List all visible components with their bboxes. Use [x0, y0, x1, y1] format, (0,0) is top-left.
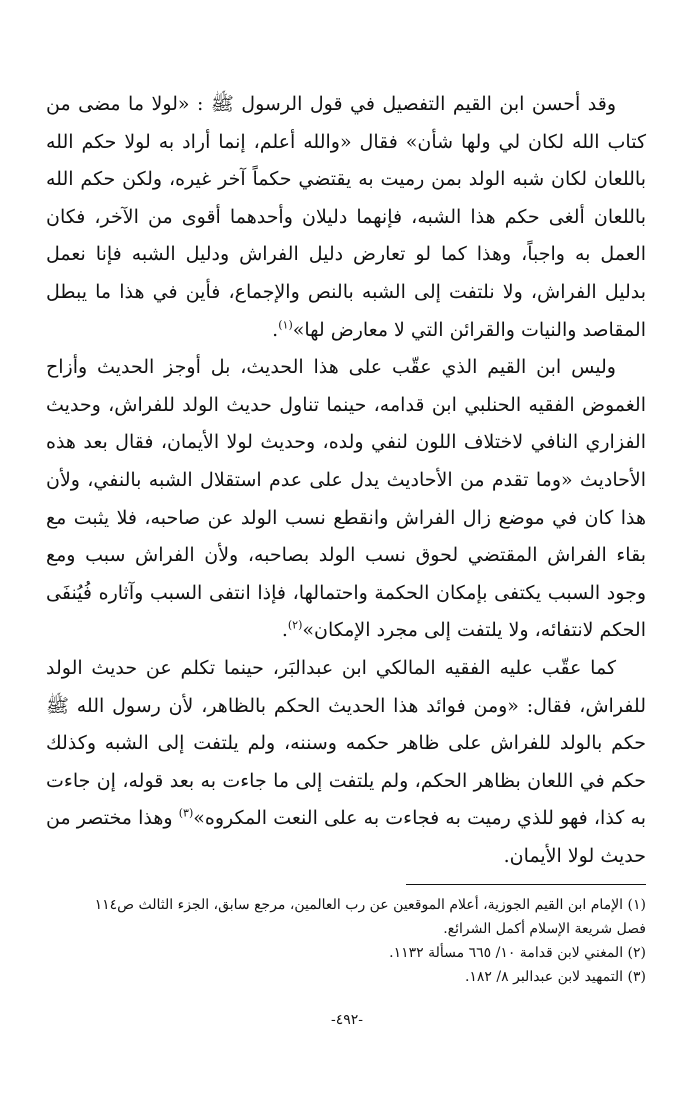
footnote-1: (١) الإمام ابن القيم الجوزية، أعلام الموقعين عن رب العالمين، مرجع سابق، الجزء الثالث ص١١٤ [94, 897, 646, 913]
footnote-marker-2[interactable]: (٢) [287, 618, 303, 632]
footnote-3: (٣) التمهيد لابن عبدالبر ٨/ ١٨٢. [464, 969, 646, 985]
paragraph-2-text: وليس ابن القيم الذي عقّب على هذا الحديث، بل أوجز الحديث وأزاح الغموض الفقيه الحنلبي ابن قدامه، حينما تناول حديث الولد للفراش، وحديث الفزاري النافي لاختلاف اللون لنفي ولده، وحديث لولا الأيمان، فقال بعد هذه الأحاديث «وما تقدم من الأحاديث يدل على عدم استقلال الشبه بالنفي، ولأن هذا كان في موضع زال الفراش وانقطع نسب الولد عن صاحبه، فلا يثبت مع بقاء الفراش المقتضي لحوق نسب الولد بصاحبه، ولأن الفراش سبب ومع وجود السبب يكتفى بإمكان الحكمة واحتمالها، فإذا انتفى السبب وآثاره فُيُنفَى الحكم لانتفائه، ولا يلتفت إلى مجرد الإمكان» [46, 356, 646, 642]
paragraph-2: وليس ابن القيم الذي عقّب على هذا الحديث، بل أوجز الحديث وأزاح الغموض الفقيه الحنلبي ابن قدامه، حينما تناول حديث الولد للفراش، وحديث الفزاري النافي لاختلاف اللون لنفي ولده، وحديث لولا الأيمان، فقال بعد هذه الأحاديث «وما تقدم من الأحاديث يدل على عدم استقلال الشبه بالنفي، ولأن هذا كان في موضع زال الفراش وانقطع نسب الولد عن صاحبه، فلا يثبت مع بقاء الفراش المقتضي لحوق نسب الولد بصاحبه، ولأن الفراش سبب ومع وجود السبب يكتفى بإمكان الحكمة واحتمالها، فإذا انتفى السبب وآثاره فُيُنفَى الحكم لانتفائه، ولا يلتفت إلى مجرد الإمكان»$^{(٢)}$. [46, 356, 646, 642]
paragraph-3-tail: وهذا مختصر من حديث لولا الأيمان. [46, 807, 646, 867]
footnotes [46, 884, 646, 989]
paragraph-3 [46, 650, 646, 876]
paragraph-1: وقد أحسن ابن القيم التفصيل في قول الرسول ﷺ : «لولا ما مضى من كتاب الله لكان لي ولها شأن» فقال «والله أعلم، إنما أراد به لولا حكم الله باللعان لكان شبه الولد بمن رميت به يقتضي حكماً آخر غيره، ولكن حكم الله باللعان ألغى حكم هذا الشبه، فإنهما دليلان وأحدهما أقوى من الآخر، فكان العمل به واجباً، وهذا كما لو تعارض دليل الفراش ودليل الشبه فإنا نعمل بدليل الفراش، ولا نلتفت إلى الشبه بالنص والإجماع، فأين في هذا ما يبطل المقاصد والنيات والقرائن التي لا معارض لها»$^{(١)}$. [46, 93, 646, 341]
footnote-separator [406, 884, 646, 885]
paragraph-3-text: كما عقّب عليه الفقيه المالكي ابن عبدالبَر، حينما تكلم عن حديث الولد للفراش، فقال: «ومن فوائد هذا الحديث الحكم بالظاهر، لأن رسول الله ﷺ حكم بالولد للفراش على ظاهر حكمه وسننه، ولم يلتفت إلى الشبه وكذلك حكم في اللعان بظاهر الحكم، ولم يلتفت إلى ما جاءت به بعد قوله، إن جاءت به كذا، فهو للذي رميت به فجاءت به على النعت المكروه» [46, 656, 646, 830]
footnote-2: (٢) المغني لابن قدامة ١٠/ ٦٦٥ مسألة ١١٣٢. [389, 945, 646, 961]
paragraph-1-text: وقد أحسن ابن القيم التفصيل في قول الرسول ﷺ : «لولا ما مضى من كتاب الله لكان لي ولها شأن» فقال «والله أعلم، إنما أراد به لولا حكم الله باللعان لكان شبه الولد بمن رميت به يقتضي حكماً آخر غيره، ولكن حكم الله باللعان ألغى حكم هذا الشبه، فإنهما دليلان وأحدهما أقوى من الآخر، فكان العمل به واجباً، وهذا كما لو تعارض دليل الفراش ودليل الشبه فإنا نعمل بدليل الفراش، ولا نلتفت إلى الشبه بالنص والإجماع، فأين في هذا ما يبطل المقاصد والنيات والقرائن التي لا معارض لها» [46, 93, 646, 341]
footnote-marker-1[interactable]: (١) [278, 318, 293, 332]
page-number: -٤٩٢- [330, 1012, 364, 1028]
footnote-1-continuation: فصل شريعة الإسلام أكمل الشرائع. [443, 921, 646, 937]
footnote-marker-3[interactable]: (٣) [178, 806, 194, 820]
